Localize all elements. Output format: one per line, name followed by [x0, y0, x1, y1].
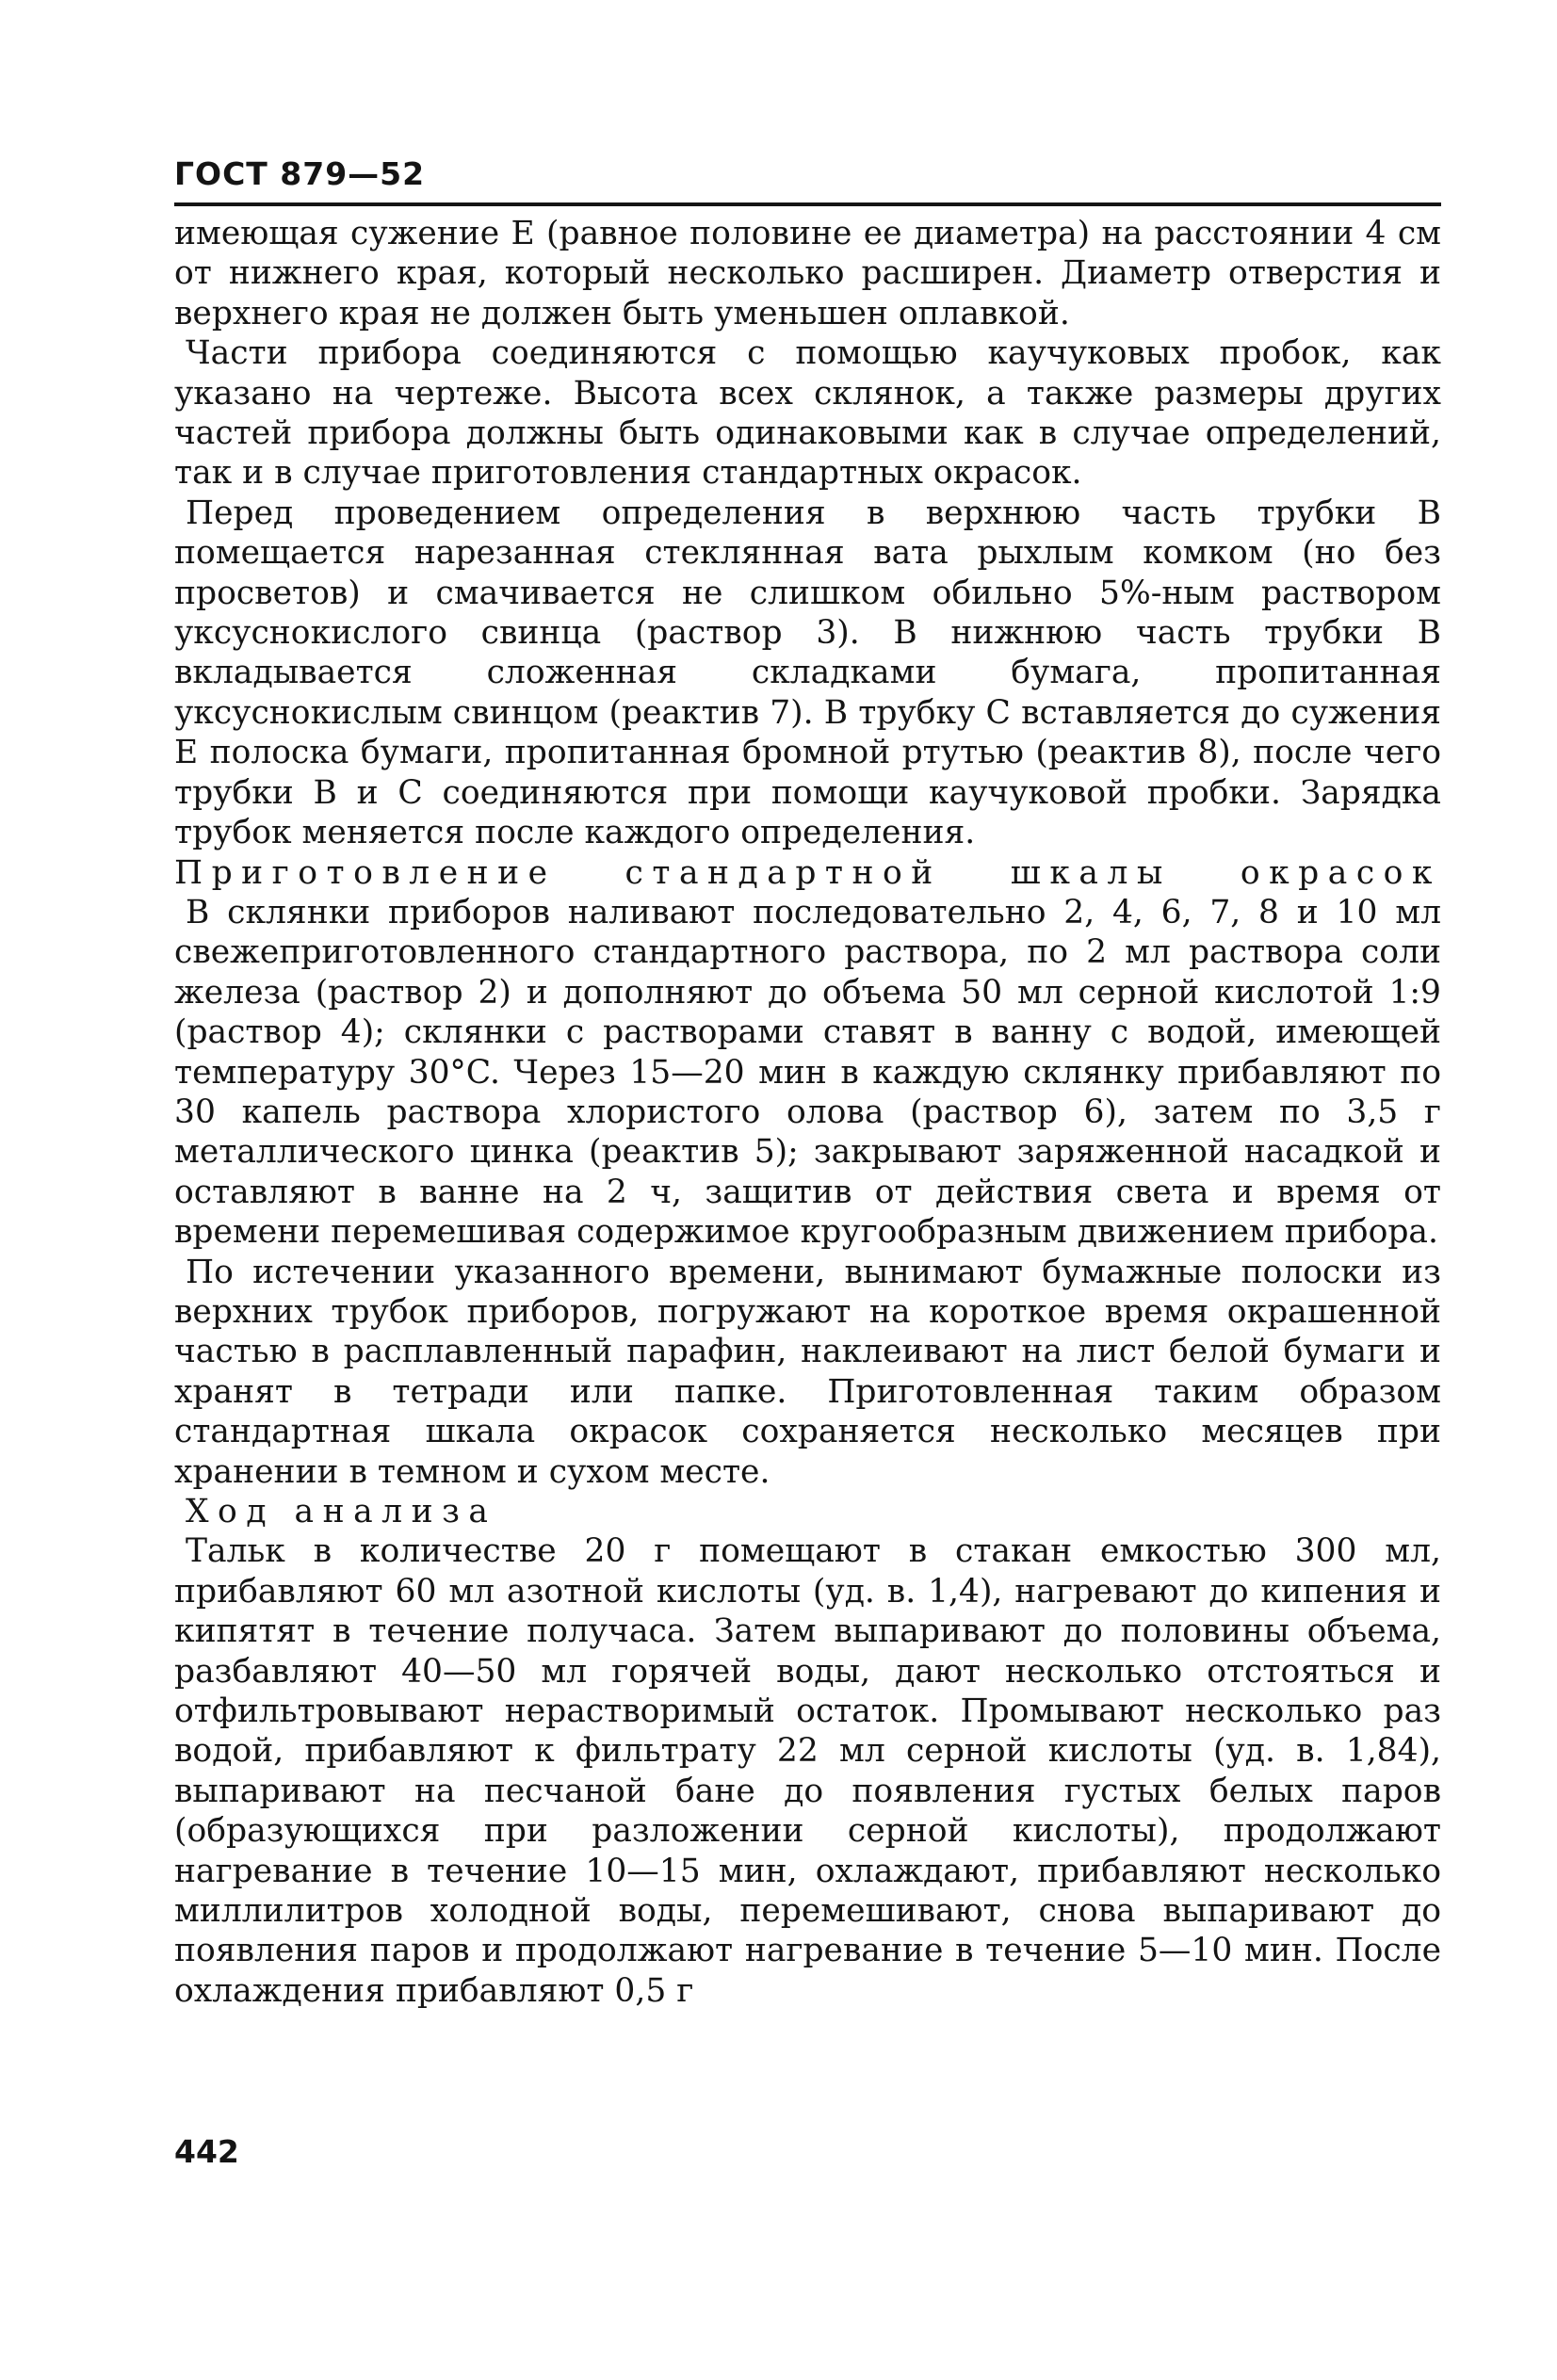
page-header-title: ГОСТ 879—52	[174, 155, 426, 192]
document-page	[174, 155, 1441, 2011]
body-text	[174, 214, 1441, 2011]
section-heading-analysis: Ход анализа	[186, 1493, 497, 1530]
page-number: 442	[174, 2133, 239, 2170]
paragraph-paper-strips: По истечении указанного времени, вынимают бумажные полоски из верхних трубок приборов, погружают на короткое время окрашенной частью в расплавленный парафин, наклеивают на лист белой бумаги и хранят в тетради или папке. Приготовленная таким образом стандартная шкала окрасок сохраняется несколько месяцев при хранении в темном и сухом месте.	[174, 1253, 1441, 1491]
paragraph-continuation: имеющая сужение E (равное половине ее диаметра) на расстоянии 4 см от нижнего края, который несколько расширен. Диаметр отверстия и верхнего края не должен быть уменьшен оплавкой.	[174, 215, 1441, 332]
paragraph-parts-connection: Части прибора соединяются с помощью каучуковых пробок, как указано на чертеже. Высота всех склянок, а также размеры других частей прибора должны быть одинаковыми как в случае определений, так и в случае приготовления стандартных окрасок.	[174, 334, 1441, 493]
paragraph-flasks-filling: В склянки приборов наливают последовательно 2, 4, 6, 7, 8 и 10 мл свежеприготовленного стандартного раствора, по 2 мл раствора соли железа (раствор 2) и дополняют до объема 50 мл серной кислотой 1:9 (раствор 4); склянки с растворами ставят в ванну с водой, имеющей температуру 30°C. Через 15—20 мин в каждую склянку прибавляют по 30 капель раствора хлористого олова (раствор 6), затем по 3,5 г металлического цинка (реактив 5); закрывают заряженной насадкой и оставляют в ванне на 2 ч, защитив от действия света и время от времени перемешивая содержимое кругообразным движением прибора.	[174, 893, 1441, 1252]
section-heading-standard-scale: Приготовление стандартной шкалы окрасок	[174, 853, 1441, 892]
header-rule	[174, 202, 1441, 206]
paragraph-before-determination: Перед проведением определения в верхнюю часть трубки B помещается нарезанная стеклянная вата рыхлым комком (но без просветов) и смачивается не слишком обильно 5%-ным раствором уксуснокислого свинца (раствор 3). В нижнюю часть трубки B вкладывается сложенная складками бумага, пропитанная уксуснокислым свинцом (реактив 7). В трубку C вставляется до сужения E полоска бумаги, пропитанная бромной ртутью (реактив 8), после чего трубки B и C соединяются при помощи каучуковой пробки. Зарядка трубок меняется после каждого определения.	[174, 494, 1441, 852]
paragraph-talc-analysis: Тальк в количестве 20 г помещают в стакан емкостью 300 мл, прибавляют 60 мл азотной кислоты (уд. в. 1,4), нагревают до кипения и кипятят в течение получаса. Затем выпаривают до половины объема, разбавляют 40—50 мл горячей воды, дают несколько отстояться и отфильтровывают нерастворимый остаток. Промывают несколько раз водой, прибавляют к фильтрату 22 мл серной кислоты (уд. в. 1,84), выпаривают на песчаной бане до появления густых белых паров (образующихся при разложении серной кислоты), продолжают нагревание в течение 10—15 мин, охлаждают, прибавляют несколько миллилитров холодной воды, перемешивают, снова выпаривают до появления паров и продолжают нагревание в течение 5—10 мин. После охлаждения прибавляют 0,5 г	[174, 1532, 1441, 2010]
